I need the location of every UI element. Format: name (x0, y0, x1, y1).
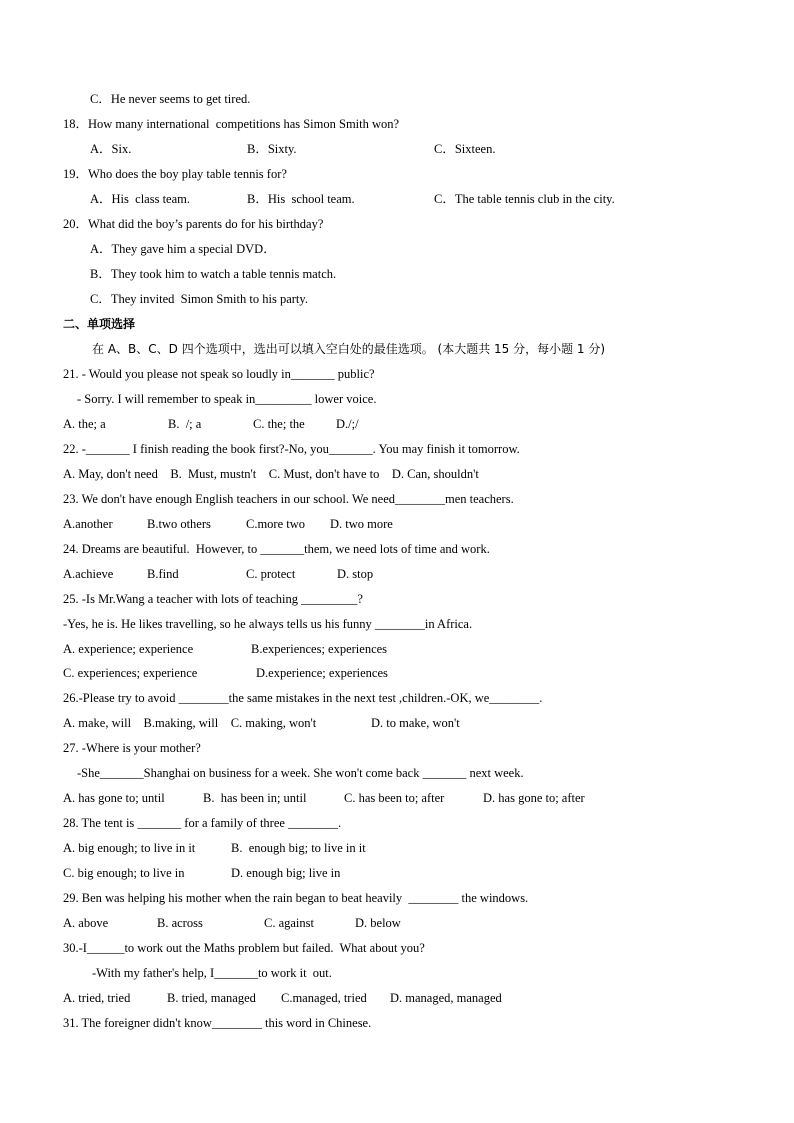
q27-option-b: B. has been in; until (203, 791, 307, 805)
q29-question: 29. Ben was helping his mother when the rain began to beat heavily ________ the windows. (63, 891, 529, 905)
q25-option-b: B.experiences; experiences (251, 642, 388, 656)
q20-question: 20．What did the boy’s parents do for his birthday? (63, 217, 324, 231)
q25-option-a: A. experience; experience (63, 642, 194, 656)
q19-option-b: B．His school team. (247, 192, 355, 206)
q30-option-d: D. managed, managed (390, 991, 502, 1005)
q24-option-b: B.find (147, 567, 179, 581)
q22-options: A. May, don't need B. Must, mustn't C. Must, don't have to D. Can, shouldn't (63, 467, 479, 481)
q24-option-c: C. protect (246, 567, 296, 581)
q29-option-c: C. against (264, 916, 314, 930)
q17-option-c: C．He never seems to get tired. (90, 92, 251, 106)
q22-question: 22. -_______ I finish reading the book first?-No, you_______. You may finish it tomorrow. (63, 442, 520, 456)
q30-response: -With my father's help, I_______to work it out. (92, 966, 332, 980)
q30-option-b: B. tried, managed (167, 991, 256, 1005)
q27-question: 27. -Where is your mother? (63, 741, 201, 755)
q28-question: 28. The tent is _______ for a family of three ________. (63, 816, 342, 830)
q21-option-d: D./;/ (336, 417, 359, 431)
q30-option-c: C.managed, tried (281, 991, 367, 1005)
q28-option-a: A. big enough; to live in it (63, 841, 196, 855)
q25-option-c: C. experiences; experience (63, 666, 198, 680)
q25-response: -Yes, he is. He likes travelling, so he always tells us his funny ________in Africa. (63, 617, 473, 631)
q21-question: 21. - Would you please not speak so loudly in_______ public? (63, 367, 375, 381)
section-instructions: 在 A、B、C、D 四个选项中，选出可以填入空白处的最佳选项。 (本大题共 15 分，每小题 1 分) (92, 342, 606, 356)
q29-option-a: A. above (63, 916, 109, 930)
q26-option-d: D. to make, won't (371, 716, 460, 730)
q26-question: 26.-Please try to avoid ________the same mistakes in the next test ,children.-OK, we________. (63, 691, 543, 705)
q19-option-c: C．The table tennis club in the city. (434, 192, 615, 206)
q24-question: 24. Dreams are beautiful. However, to _______them, we need lots of time and work. (63, 542, 490, 556)
section-heading: 二、单项选择 (63, 317, 136, 331)
q20-option-c: C．They invited Simon Smith to his party. (90, 292, 308, 306)
q23-question: 23. We don't have enough English teachers in our school. We need________men teachers. (63, 492, 514, 506)
q25-option-d: D.experience; experiences (256, 666, 388, 680)
q27-option-d: D. has gone to; after (483, 791, 585, 805)
q27-response: -She_______Shanghai on business for a week. She won't come back _______ next week. (77, 766, 524, 780)
q23-option-a: A.another (63, 517, 113, 531)
q20-option-a: A．They gave him a special DVD． (90, 242, 276, 256)
q21-option-b: B. /; a (168, 417, 202, 431)
q21-option-c: C. the; the (253, 417, 305, 431)
q28-option-b: B. enough big; to live in it (231, 841, 366, 855)
q19-option-a: A．His class team. (90, 192, 190, 206)
q19-question: 19．Who does the boy play table tennis for? (63, 167, 287, 181)
q18-option-b: B．Sixty. (247, 142, 297, 156)
q24-option-d: D. stop (337, 567, 374, 581)
q23-option-d: D. two more (330, 517, 393, 531)
q29-option-d: D. below (355, 916, 401, 930)
q30-question: 30.-I______to work out the Maths problem but failed. What about you? (63, 941, 425, 955)
q18-question: 18．How many international competitions has Simon Smith won? (63, 117, 400, 131)
q24-option-a: A.achieve (63, 567, 114, 581)
q27-option-c: C. has been to; after (344, 791, 445, 805)
q29-option-b: B. across (157, 916, 203, 930)
q28-option-d: D. enough big; live in (231, 866, 341, 880)
q31-question: 31. The foreigner didn't know________ this word in Chinese. (63, 1016, 372, 1030)
q18-option-a: A．Six. (90, 142, 132, 156)
q18-option-c: C．Sixteen. (434, 142, 496, 156)
q28-option-c: C. big enough; to live in (63, 866, 185, 880)
q21-response: - Sorry. I will remember to speak in_________ lower voice. (77, 392, 377, 406)
q23-option-c: C.more two (246, 517, 306, 531)
q26-options-abc: A. make, will B.making, will C. making, won't (63, 716, 317, 730)
q20-option-b: B．They took him to watch a table tennis match. (90, 267, 337, 281)
q25-question: 25. -Is Mr.Wang a teacher with lots of teaching _________? (63, 592, 363, 606)
q30-option-a: A. tried, tried (63, 991, 131, 1005)
q27-option-a: A. has gone to; until (63, 791, 165, 805)
q23-option-b: B.two others (147, 517, 211, 531)
q21-option-a: A. the; a (63, 417, 106, 431)
